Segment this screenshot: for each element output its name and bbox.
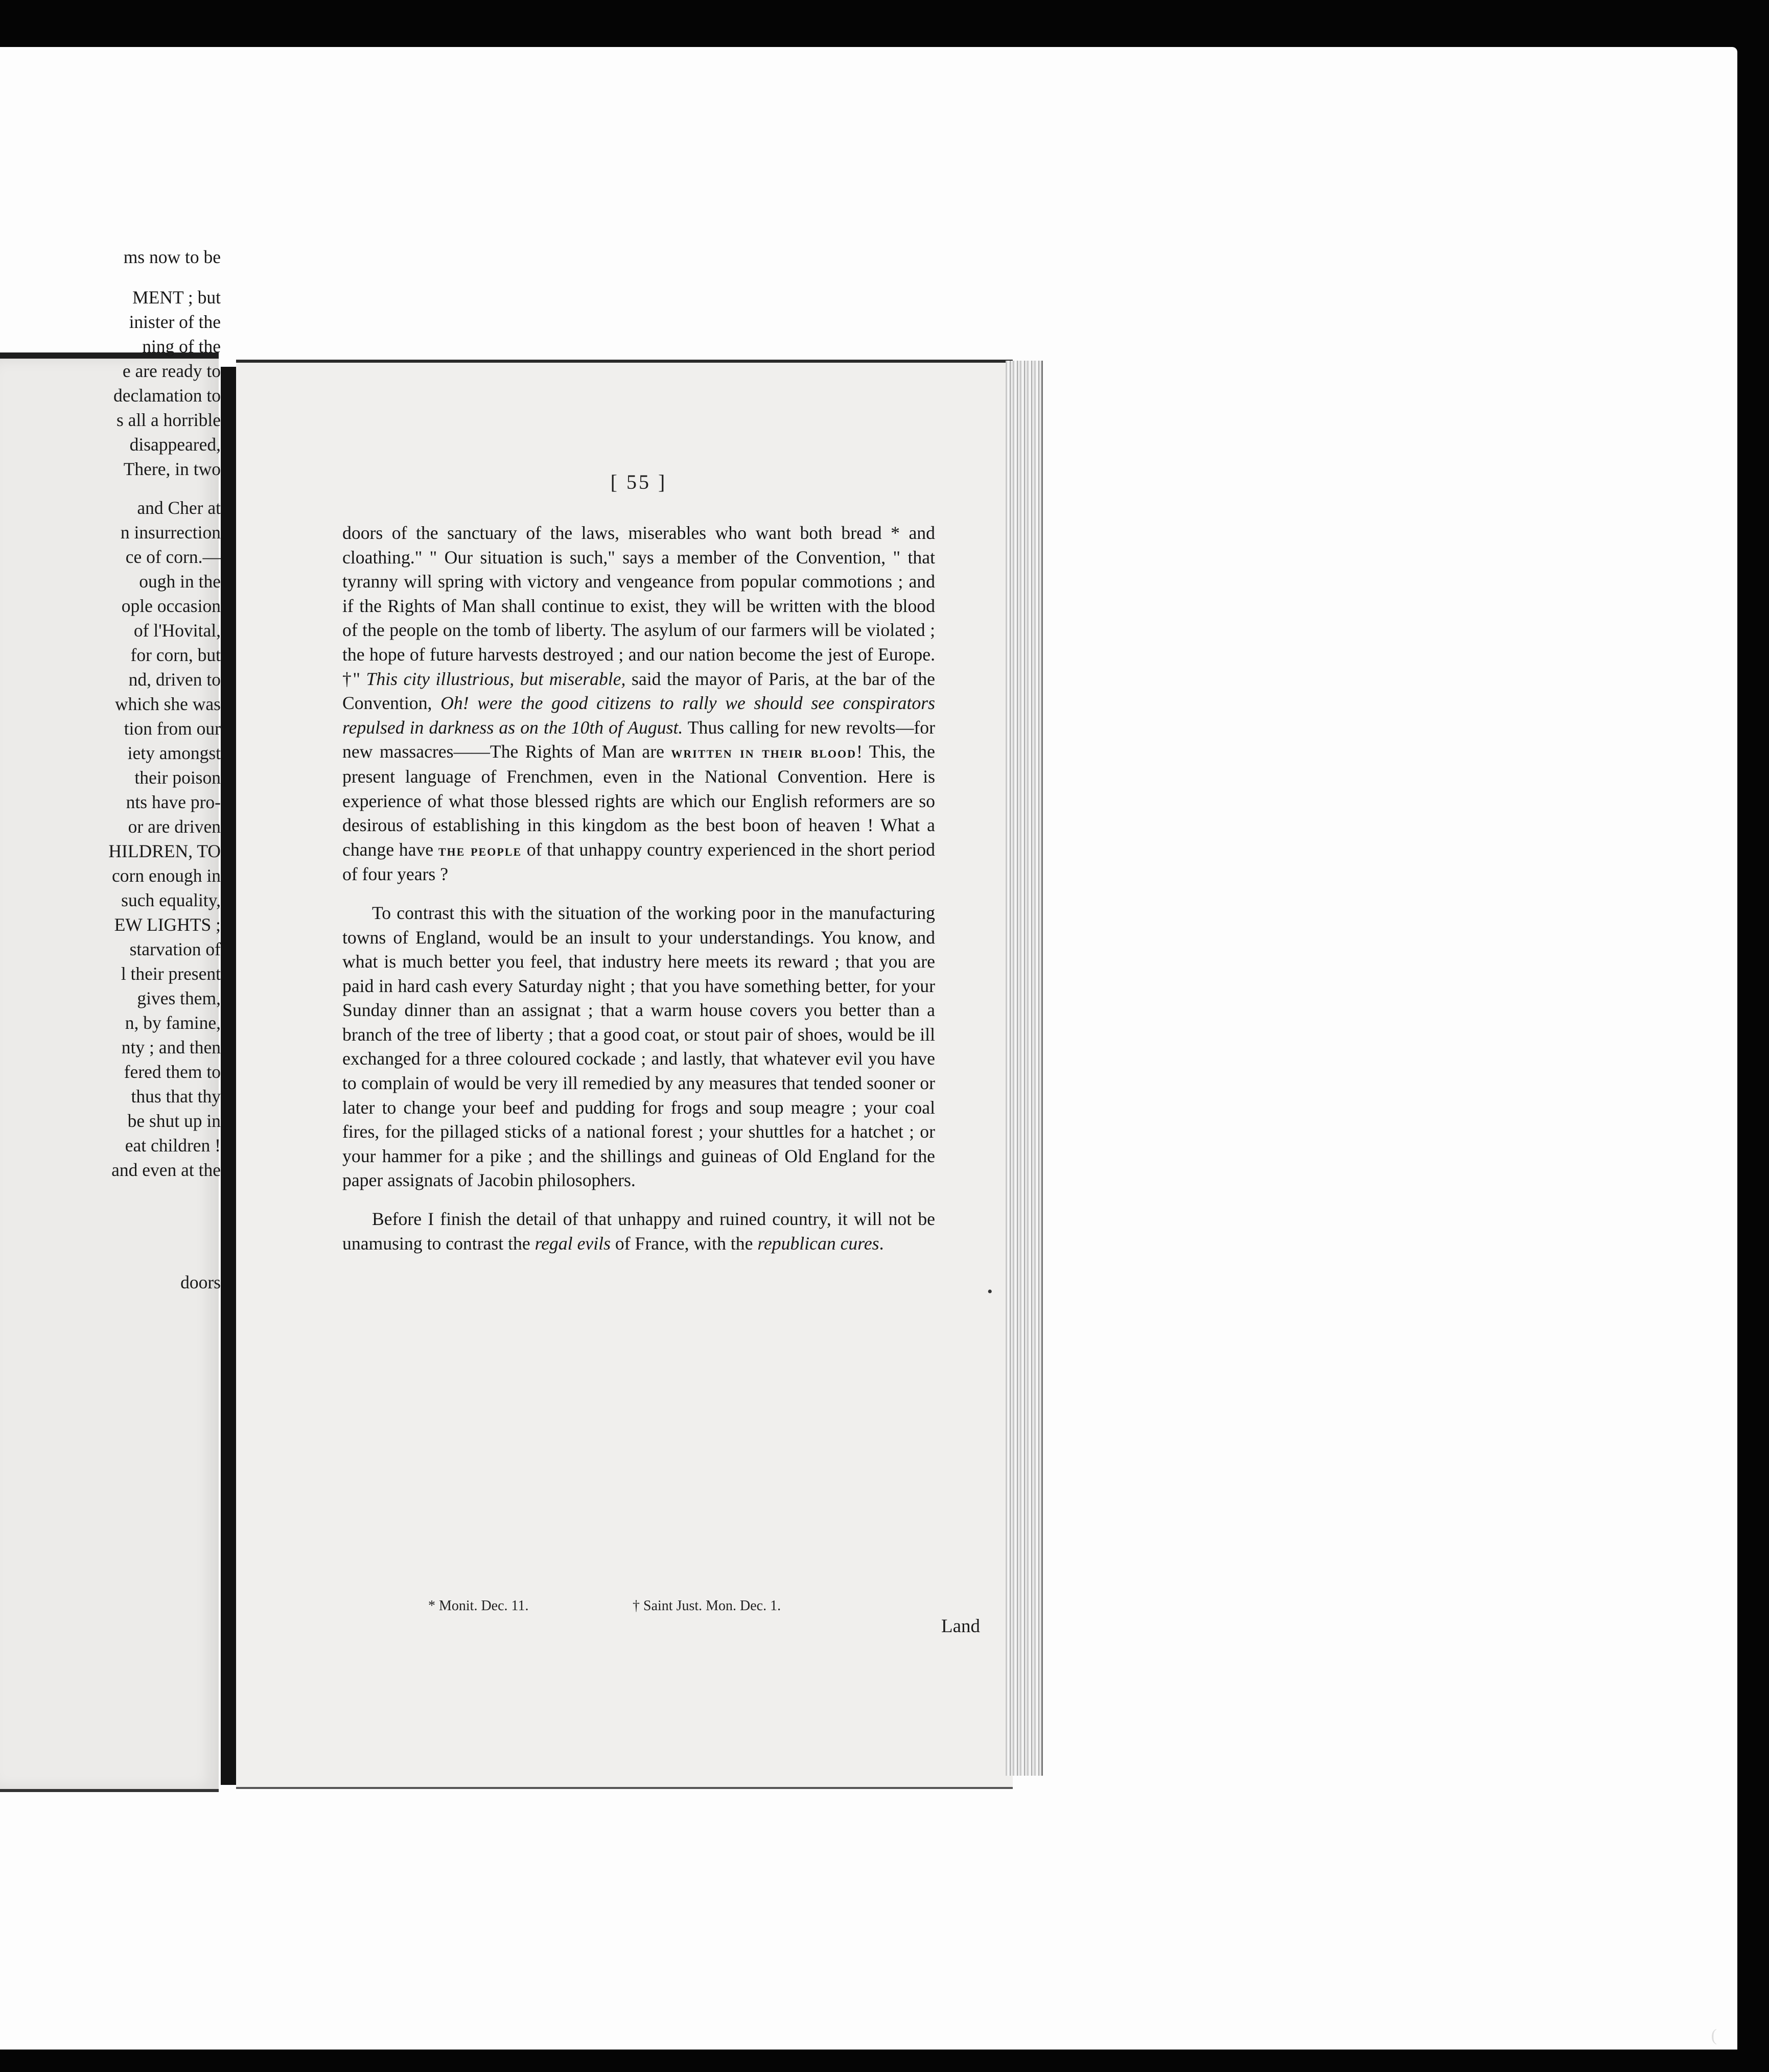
left-page-line: corn enough in [112,865,221,886]
left-page-line: s all a horrible [116,410,221,430]
left-page-line: ning of the [142,336,221,357]
left-page-line: of l'Hovital, [133,620,221,641]
small-caps-blood: written in their blood [671,743,856,762]
scan-background [0,47,1737,2050]
left-page-line: fered them to [124,1062,221,1082]
left-page-line: and Cher at [137,498,221,518]
left-page-line: which she was [114,694,221,714]
italic-quote-citizens: Oh! were the good citizens to rally we should see conspirators repulsed in darkness as on the 10th of August. [342,693,935,738]
left-page-line: for corn, but [130,645,221,665]
left-page-line: and even at the [111,1160,221,1180]
paragraph-1: doors of the sanctuary of the laws, miserables who want both bread * and cloathing." " Our situation is such," says a member of the Convention, " that tyranny will spring with victory and vengeance from popular commotions ; and if the Rights of Man shall continue to exist, they will be written with the blood of the people on the tomb of liberty. The asylum of our farmers will be violated ; the hope of future harvests destroyed ; and our nation become the jest of Europe. †" This city illustrious, but miserable, said the mayor of Paris, at the bar of the Convention, Oh! were the good citizens to rally we should see conspirators repulsed in darkness as on the 10th of August. Thus calling for new revolts—for new massacres——The Rights of Man are written in their blood! This, the present language of Frenchmen, even in the National Convention. Here is experience of what those blessed rights are which our English reformers are so desirous of establishing in this kingdom as the best boon of heaven ! What a change have the people of that unhappy country experienced in the short period of four years ? [342,523,935,885]
left-page-line: be shut up in [127,1111,221,1131]
left-page [0,247,221,1792]
left-page-line: nts have pro- [126,792,221,812]
left-page-line: ough in the [139,571,221,592]
page-number: [ 55 ] [610,470,667,493]
left-page-line: doors [180,1272,221,1292]
left-page-line: such equality, [121,890,221,910]
left-page-line: ople occasion [121,596,221,616]
footnote-1: * Monit. Dec. 11. [428,1598,529,1614]
left-page-line: There, in two [123,459,221,479]
left-page-line: starvation of [129,939,221,959]
paragraph-2: To contrast this with the situation of the working poor in the manufacturing towns of England, would be an insult to your understandings. You know, and what is much better you feel, that industry here meets its reward ; that you are paid in hard cash every Saturday night ; that you have something better, for your Sunday dinner than an assignat ; that a warm house covers you better than a branch of the tree of liberty ; that a good coat, or stout pair of shoes, would be ill exchanged for a three coloured cockade ; and lastly, that whatever evil you have to complain of would be very ill remedied by any measures that tended sooner or later to change your beef and pudding for frogs and soup meagre ; your coal fires, for the pillaged sticks of a national forest ; your shuttles for a hatchet ; or your hammer for a pike ; and the shillings and guineas of Old England for the paper assignats of Jacobin philosophers. [342,902,935,1191]
left-page-line: e are ready to [122,361,221,381]
left-page-line: eat children ! [125,1135,221,1156]
left-page-line: MENT ; but [132,287,221,308]
left-page-line: or are driven [128,816,221,837]
left-page-line: ms now to be [123,247,221,267]
left-page-line: gives them, [137,988,221,1008]
italic-regal-evils: regal evils [534,1233,611,1254]
edge-mark: • [987,1283,993,1300]
book-spine [221,367,236,1785]
left-page-line: declamation to [113,385,221,406]
italic-republican-cures: republican cures [757,1233,879,1254]
right-page [236,360,1013,1789]
left-page-line: tion from our [124,718,221,739]
left-page-line: HILDREN, TO [108,841,221,861]
left-page-line: nd, driven to [128,669,221,690]
left-page-line: disappeared, [129,434,221,455]
left-page-line: ce of corn.— [125,547,221,567]
left-page-line: EW LIGHTS ; [114,914,221,935]
corner-mark: ( [1711,2026,1717,2045]
italic-quote-city: This city illustrious, but miserable, [366,668,626,689]
left-page-line: iety amongst [127,743,221,763]
right-page-body [342,470,935,1256]
footnote-2: † Saint Just. Mon. Dec. 1. [633,1598,781,1614]
left-page-line: inister of the [129,312,221,332]
catchword: Land [941,1616,980,1637]
left-page-line: n insurrection [120,522,221,543]
paragraph-3: Before I finish the detail of that unhappy and ruined country, it will not be unamusing to contrast the regal evils of France, with the republican cures. [342,1209,935,1254]
left-page-line: n, by famine, [125,1013,221,1033]
left-page-line: their poison [134,767,221,788]
left-page-line: thus that thy [131,1086,221,1106]
left-page-line: nty ; and then [121,1037,221,1057]
left-page-line: l their present [121,963,221,984]
page-fore-edge [1006,361,1043,1776]
small-caps-people: the people [438,840,522,859]
